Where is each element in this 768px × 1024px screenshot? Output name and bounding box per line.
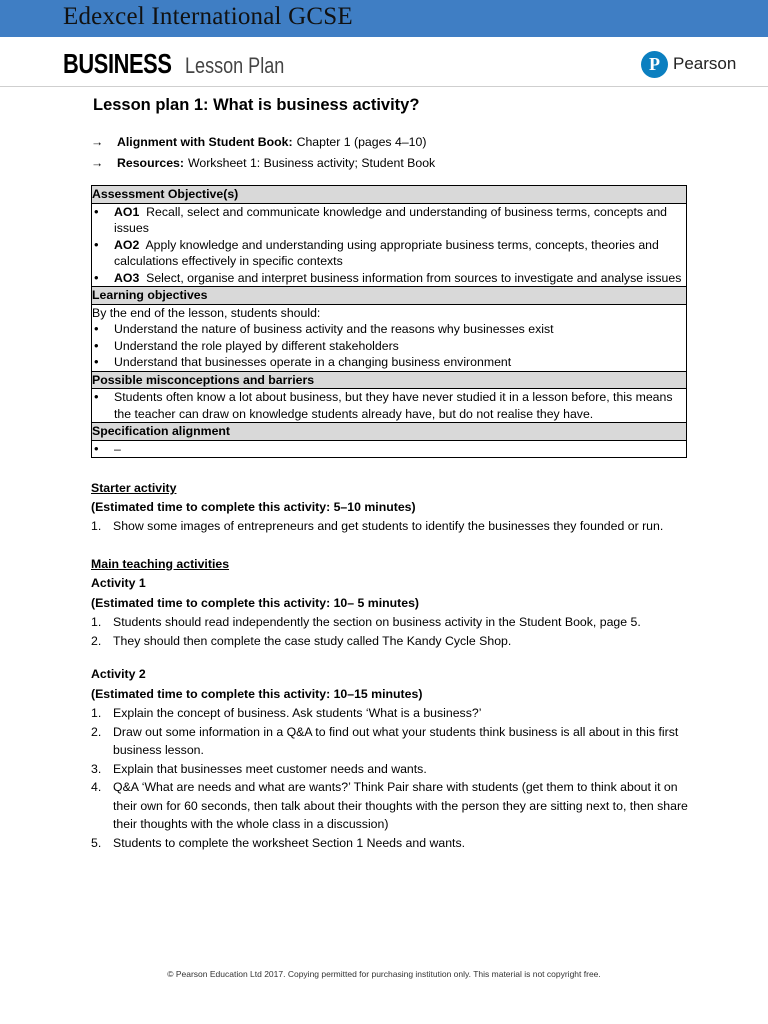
ao-cell: [92, 203, 687, 287]
brand-sub: Lesson Plan: [184, 53, 284, 78]
alignment-line: [91, 134, 691, 151]
lesson-table: [91, 185, 687, 458]
activity1-time: (Estimated time to complete this activity: 10– 5 minutes): [91, 595, 420, 610]
list-item: 5. Students to complete the worksheet Section 1 Needs and wants.: [91, 835, 466, 850]
list-item: 1. Students should read independently the section on business activity in the Student Book, page 5.: [91, 615, 641, 629]
subject-brand: [63, 48, 306, 82]
activity2-time: (Estimated time to complete this activity: 10–15 minutes): [91, 686, 423, 701]
spec-cell: [92, 440, 687, 458]
starter-title: Starter activity: [91, 481, 177, 495]
spec-header: Specification alignment: [92, 423, 687, 441]
lo-intro: By the end of the lesson, students should:: [92, 305, 321, 320]
activity1-title: Activity 1: [91, 576, 146, 590]
ao-header: Assessment Objective(s): [92, 186, 687, 204]
publisher-name: Pearson: [673, 54, 737, 73]
activity2-list: [91, 704, 691, 852]
list-item: • –: [92, 441, 686, 458]
qualification-title: Edexcel International GCSE: [63, 3, 353, 30]
alignment-value: Chapter 1 (pages 4–10): [296, 135, 427, 149]
lo-cell: [92, 304, 687, 371]
brand-main: BUSINESS: [63, 48, 172, 79]
list-item: • AO2 Apply knowledge and understanding using appropriate business terms, concepts, theories and calculations effectively in specific contexts: [92, 237, 686, 270]
starter-list: [91, 517, 691, 536]
list-item: • Understand that businesses operate in a changing business environment: [92, 354, 686, 371]
list-item: 2. They should then complete the case study called The Kandy Cycle Shop.: [91, 633, 512, 648]
resources-label: Resources:: [117, 155, 184, 170]
list-item: • AO1 Recall, select and communicate knowledge and understanding of business terms, concepts and issues: [92, 204, 686, 237]
list-item: 4. Q&A ‘What are needs and what are wants?’ Think Pair share with students (get them to think about it on their own for 60 seconds, then talk about their thoughts with the person they are sitting next to, then share their thoughts with the whole class in a discussion): [91, 780, 688, 831]
pearson-logo-icon: P: [641, 51, 668, 78]
starter-time: (Estimated time to complete this activity: 5–10 minutes): [91, 499, 416, 514]
header-bar: [0, 0, 768, 37]
activity1-list: [91, 613, 691, 650]
resources-line: [91, 155, 691, 172]
copyright-footer: © Pearson Education Ltd 2017. Copying permitted for purchasing institution only. This material is not copyright free.: [167, 969, 601, 979]
lesson-title: Lesson plan 1: What is business activity?: [93, 96, 420, 114]
list-item: • Students often know a lot about business, but they have never studied it in a lesson before, this means the teacher can draw on knowledge students already have, but do not realise they have.: [92, 389, 686, 422]
lesson-content: [91, 94, 691, 852]
list-item: • AO3 Select, organise and interpret business information from sources to investigate and analyse issues: [92, 270, 686, 287]
arrow-icon: →: [91, 135, 104, 149]
misconceptions-cell: [92, 389, 687, 423]
misconceptions-header: Possible misconceptions and barriers: [92, 371, 687, 389]
header-divider: [0, 86, 768, 87]
list-item: 1. Explain the concept of business. Ask students ‘What is a business?’: [91, 706, 482, 720]
list-item: 3. Explain that businesses meet customer needs and wants.: [91, 761, 427, 776]
list-item: 1. Show some images of entrepreneurs and get students to identify the businesses they founded or run.: [91, 519, 664, 533]
list-item: • Understand the role played by different stakeholders: [92, 338, 686, 355]
alignment-label: Alignment with Student Book:: [117, 135, 293, 149]
lo-header: Learning objectives: [92, 287, 687, 305]
main-activities-title: Main teaching activities: [91, 556, 230, 571]
list-item: • Understand the nature of business activity and the reasons why businesses exist: [92, 321, 686, 338]
activity2-title: Activity 2: [91, 667, 146, 681]
publisher-logo: [641, 49, 736, 79]
list-item: 2. Draw out some information in a Q&A to find out what your students think business is all about in this first business lesson.: [91, 724, 679, 757]
resources-value: Worksheet 1: Business activity; Student Book: [187, 155, 436, 170]
arrow-icon: →: [91, 155, 104, 170]
